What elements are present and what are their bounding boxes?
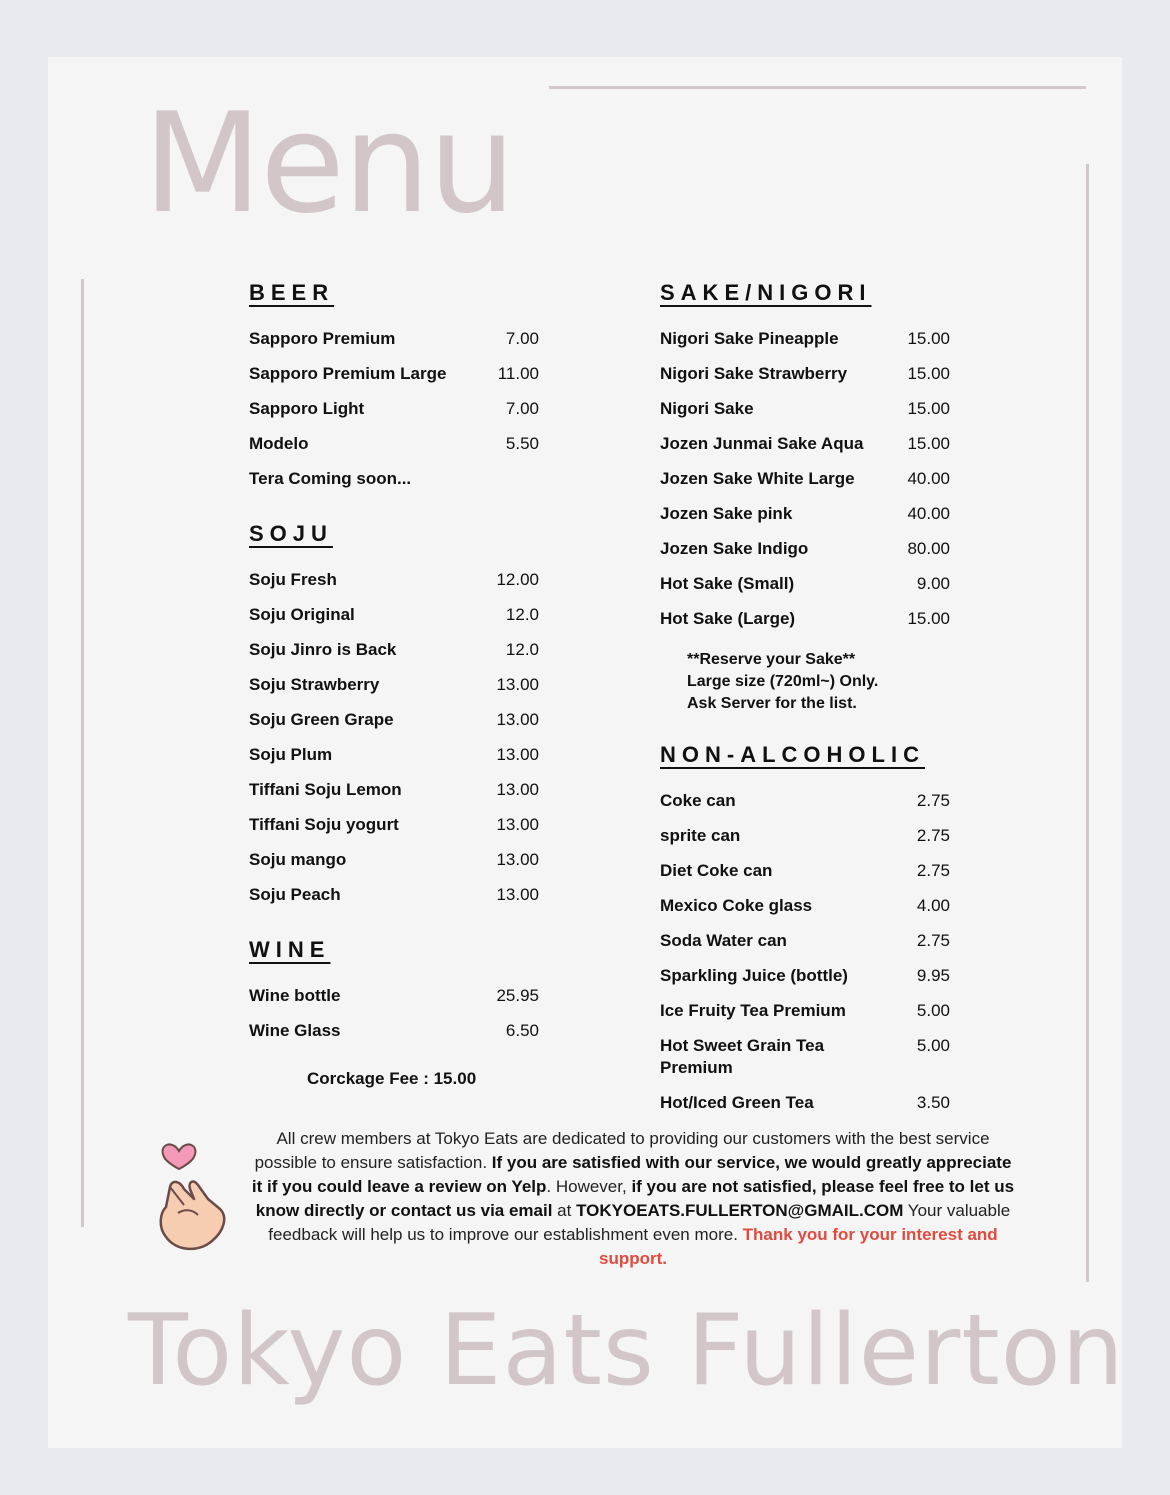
- list-item: Jozen Sake White Large 40.00: [660, 469, 950, 488]
- menu-page: [48, 57, 1125, 1448]
- list-item: Hot Sweet Grain Tea Premium 5.00: [660, 1036, 950, 1077]
- list-item: Nigori Sake Strawberry 15.00: [660, 364, 950, 383]
- list-item: Sapporo Premium 7.00: [249, 329, 539, 348]
- list-item: Hot/Iced Green Tea 3.50: [660, 1093, 950, 1112]
- section-title-non-alcoholic: NON-ALCOHOLIC: [660, 742, 925, 767]
- section-title-beer: BEER: [249, 280, 335, 305]
- section-title-wine: WINE: [249, 937, 331, 962]
- finger-heart-icon: [154, 1137, 232, 1255]
- list-item: sprite can 2.75: [660, 826, 950, 845]
- list-item: Soju Fresh 12.00: [249, 570, 539, 589]
- list-item: Soju Strawberry 13.00: [249, 675, 539, 694]
- list-item: Soju mango 13.00: [249, 850, 539, 869]
- list-item: Soju Jinro is Back 12.0: [249, 640, 539, 659]
- list-item: Sparkling Juice (bottle) 9.95: [660, 966, 950, 985]
- page-title: Menu: [143, 83, 514, 244]
- list-item: Nigori Sake Pineapple 15.00: [660, 329, 950, 348]
- list-item: Diet Coke can 2.75: [660, 861, 950, 880]
- non-alcoholic-list: [660, 790, 950, 1127]
- decorative-line-left: [81, 279, 84, 1227]
- list-item: Sapporo Light 7.00: [249, 399, 539, 418]
- corkage-fee: Corckage Fee : 15.00: [307, 1069, 477, 1088]
- left-column: [249, 279, 539, 1089]
- section-title-sake: SAKE/NIGORI: [660, 280, 872, 305]
- right-column: [660, 279, 950, 1127]
- list-item: Tiffani Soju yogurt 13.00: [249, 815, 539, 834]
- list-item: Wine Glass 6.50: [249, 1021, 539, 1040]
- soju-list: [249, 569, 539, 919]
- review-note: All crew members at Tokyo Eats are dedicated to providing our customers with the best service possible to ensure satisfaction. If you are satisfied with our service, we would greatly appreciate it if you could leave a review on Yelp. However, if you are not satisfied, please feel free to let us know directly or contact us via email at TOKYOEATS.FULLERTON@GMAIL.COM Your valuable feedback will help us to improve our establishment even more. Thank you for your interest and support.: [251, 1129, 1015, 1268]
- list-item: Soju Peach 13.00: [249, 885, 539, 904]
- list-item: Ice Fruity Tea Premium 5.00: [660, 1001, 950, 1020]
- list-item: Soju Green Grape 13.00: [249, 710, 539, 729]
- list-item: Jozen Sake pink 40.00: [660, 504, 950, 523]
- list-item: Soju Original 12.0: [249, 605, 539, 624]
- list-item: Sapporo Premium Large 11.00: [249, 364, 539, 383]
- contact-email[interactable]: TOKYOEATS.FULLERTON@GMAIL.COM: [576, 1201, 904, 1220]
- list-item: Soda Water can 2.75: [660, 931, 950, 950]
- list-item: Tera Coming soon...: [249, 469, 412, 488]
- list-item: Jozen Junmai Sake Aqua 15.00: [660, 434, 950, 453]
- decorative-line-right: [1086, 164, 1089, 1282]
- reserve-sake-note: **Reserve your Sake** Large size (720ml~) Only. Ask Server for the list.: [687, 651, 879, 712]
- list-item: Mexico Coke glass 4.00: [660, 896, 950, 915]
- list-item: Soju Plum 13.00: [249, 745, 539, 764]
- list-item: Modelo 5.50: [249, 434, 539, 453]
- list-item: Jozen Sake Indigo 80.00: [660, 539, 950, 558]
- list-item: Nigori Sake 15.00: [660, 399, 950, 418]
- list-item: Hot Sake (Large) 15.00: [660, 609, 950, 628]
- decorative-line-top: [549, 86, 1086, 89]
- list-item: Coke can 2.75: [660, 791, 950, 810]
- wine-list: [249, 985, 539, 1055]
- beer-list: [249, 328, 539, 503]
- sake-list: [660, 328, 950, 643]
- section-title-soju: SOJU: [249, 521, 333, 546]
- list-item: Hot Sake (Small) 9.00: [660, 574, 950, 593]
- list-item: Wine bottle 25.95: [249, 986, 539, 1005]
- restaurant-name: Tokyo Eats Fullerton: [128, 1294, 1125, 1408]
- list-item: Tiffani Soju Lemon 13.00: [249, 780, 539, 799]
